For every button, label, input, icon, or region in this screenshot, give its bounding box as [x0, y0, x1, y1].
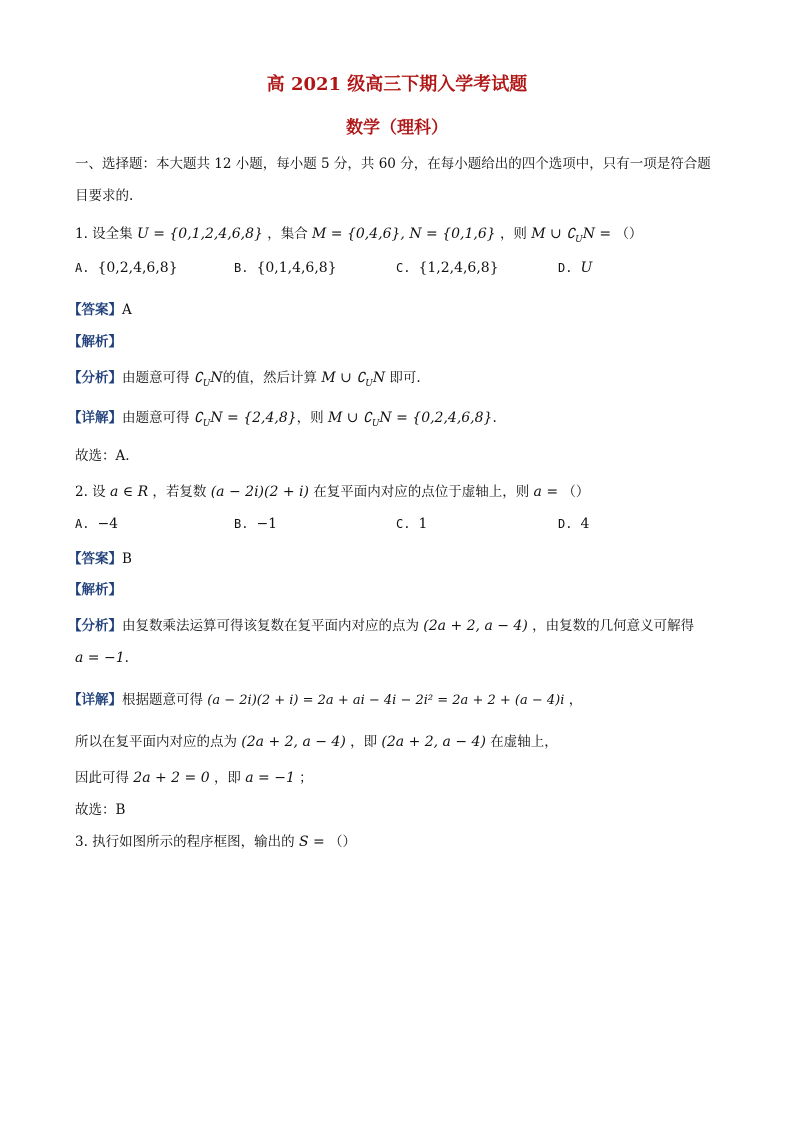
q2-fenxi-tag: 【分析】	[68, 618, 122, 634]
q1-fenxi-math2-b: N	[372, 370, 386, 386]
q2-l3-text-b: ，即	[213, 770, 241, 786]
q1-option-b-label: B.	[234, 261, 249, 275]
q2-analysis-heading	[68, 578, 122, 598]
q2-l3-text-c: ；	[299, 770, 313, 786]
q2-option-a-label: A.	[75, 517, 90, 531]
q2-answer-tag: 【答案】	[68, 551, 122, 567]
q1-xj-math1	[193, 410, 297, 429]
q2-xiangjie-tag: 【详解】	[68, 692, 122, 708]
q2-stem	[75, 480, 589, 500]
q2-option-c-text: 1	[418, 516, 428, 532]
q1-xj-text-a: 由题意可得	[122, 410, 190, 426]
q1-fenxi-text-a: 由题意可得	[122, 370, 190, 386]
exam-title: 高 2021 级高三下期入学考试题	[266, 74, 528, 95]
section-intro-line2: 目要求的.	[75, 188, 134, 204]
q1-xj-math1-b: N = {2,4,8}	[210, 410, 297, 426]
q1-option-a	[75, 260, 178, 276]
q1-ask-expression	[531, 226, 612, 245]
q2-xj-math: (a − 2i)(2 + i) = 2a + ai − 4i − 2i² = 2a + 2 + (a − 4)i	[207, 693, 565, 708]
q1-sets-mn: M = {0,4,6}, N = {0,1,6}	[312, 226, 496, 242]
q1-fenxi-math1-a: ∁	[193, 370, 203, 386]
q2-fenxi-text-b: ，由复数的几何意义可解得	[532, 618, 695, 634]
q1-option-d-label: D.	[558, 261, 573, 275]
q2-fenxi-text-a: 由复数乘法运算可得该复数在复平面内对应的点为	[122, 618, 419, 634]
q2-option-b-text: −1	[256, 516, 278, 532]
q1-stem	[75, 222, 642, 245]
q2-option-a-text: −4	[97, 516, 119, 532]
q1-fenxi-math2-a: M ∪ ∁	[321, 370, 366, 386]
q2-choose: 故选：B	[75, 802, 126, 818]
q2-stem-text-a: 2. 设	[75, 484, 106, 500]
q1-answer-value: A	[122, 302, 132, 318]
q1-stem-text-d: （）	[615, 226, 643, 242]
q2-fenxi-line2	[75, 650, 129, 666]
q2-l2-text-a: 所以在复平面内对应的点为	[75, 734, 237, 750]
q2-math-ask: a =	[533, 484, 559, 500]
q1-fenxi	[68, 366, 421, 389]
q3-stem-text-b: （）	[329, 834, 357, 850]
q2-l2-text-c: 在虚轴上，	[490, 734, 558, 750]
q1-xj-math1-a: ∁	[193, 410, 203, 426]
q1-answer	[68, 298, 132, 318]
q1-fenxi-math1-b: N	[210, 370, 223, 386]
q1-xj-text-c: .	[492, 410, 497, 426]
q1-option-c-label: C.	[396, 261, 411, 275]
q2-xj-text-a: 根据题意可得	[122, 692, 203, 708]
q1-xj-math1-sub: U	[202, 418, 211, 429]
q2-option-b	[234, 516, 277, 532]
q1-xj-math2-sub: U	[371, 418, 380, 429]
q2-l3-text-a: 因此可得	[75, 770, 129, 786]
q1-analysis-tag: 【解析】	[68, 334, 122, 350]
q1-xj-text-b: ，则	[296, 410, 324, 426]
q1-ask-sub: U	[575, 234, 583, 245]
q1-xj-math2-b: N = {0,2,4,6,8}	[379, 410, 493, 426]
q1-option-a-label: A.	[75, 261, 90, 275]
q2-math-z: (a − 2i)(2 + i)	[210, 484, 309, 500]
q1-fenxi-math2-sub: U	[365, 378, 373, 389]
q2-option-d	[558, 516, 589, 532]
q1-ask-part1: M ∪ ∁	[531, 226, 576, 242]
section-intro-line1: 一、选择题：本大题共 12 小题，每小题 5 分，共 60 分，在每小题给出的四个选项中，只有一项是符合题	[75, 156, 711, 172]
q2-option-a	[75, 516, 118, 532]
q3-stem	[75, 830, 356, 850]
q2-option-b-label: B.	[234, 517, 249, 531]
q2-option-d-label: D.	[558, 517, 573, 531]
q1-fenxi-math2	[321, 370, 386, 389]
q1-fenxi-math1-sub: U	[202, 378, 211, 389]
q2-answer	[68, 547, 132, 567]
q1-xiangjie-tag: 【详解】	[68, 410, 122, 426]
q2-xiangjie	[68, 688, 582, 708]
q2-l3-math2: a = −1	[245, 770, 295, 786]
q1-choose: 故选：A.	[75, 448, 130, 464]
q1-option-c	[396, 260, 499, 276]
q2-option-d-text: 4	[580, 516, 590, 532]
q2-l2-text-b: ，即	[350, 734, 378, 750]
q2-analysis-tag: 【解析】	[68, 582, 122, 598]
q1-ask-part2: N =	[582, 226, 612, 242]
q2-line-point	[75, 730, 558, 750]
q1-xj-math2	[327, 410, 493, 429]
q1-analysis-heading	[68, 330, 122, 350]
q1-option-d	[558, 260, 592, 276]
q2-option-c-label: C.	[396, 517, 411, 531]
q1-xj-math2-a: M ∪ ∁	[327, 410, 372, 426]
q1-option-a-text: {0,2,4,6,8}	[97, 260, 178, 276]
q1-answer-tag: 【答案】	[68, 302, 122, 318]
q2-stem-text-b: ，若复数	[152, 484, 207, 500]
q2-line-result	[75, 766, 313, 786]
q3-stem-text-a: 3. 执行如图所示的程序框图，输出的	[75, 834, 295, 850]
q1-option-b-text: {0,1,4,6,8}	[256, 260, 337, 276]
q1-fenxi-math1	[193, 370, 223, 389]
q1-option-c-text: {1,2,4,6,8}	[418, 260, 499, 276]
q2-option-c	[396, 516, 427, 532]
q1-stem-text-a: 1. 设全集	[75, 226, 133, 242]
q1-fenxi-text-c: 即可.	[389, 370, 421, 386]
q2-fenxi-result: a = −1	[75, 650, 125, 666]
q2-fenxi-math: (2a + 2, a − 4)	[423, 618, 528, 634]
q2-fenxi-end: .	[124, 650, 129, 666]
q1-option-b	[234, 260, 337, 276]
exam-subtitle: 数学（理科）	[346, 118, 448, 138]
q2-fenxi	[68, 614, 694, 634]
q1-xiangjie	[68, 406, 497, 429]
q1-stem-text-b: ，集合	[267, 226, 308, 242]
q2-math-a: a ∈ R	[109, 484, 149, 500]
q2-l2-math1: (2a + 2, a − 4)	[241, 734, 346, 750]
q1-universal-set: U = {0,1,2,4,6,8}	[136, 226, 263, 242]
q2-l2-math2: (2a + 2, a − 4)	[381, 734, 486, 750]
q2-stem-text-c: 在复平面内对应的点位于虚轴上，则	[313, 484, 530, 500]
q2-l3-math1: 2a + 2 = 0	[133, 770, 210, 786]
q2-xj-text-b: ，	[568, 692, 583, 708]
q3-math-s: S =	[298, 834, 325, 850]
q1-fenxi-text-b: 的值，然后计算	[222, 370, 318, 386]
q1-option-d-text: U	[580, 260, 593, 276]
q1-stem-text-c: ，则	[499, 226, 527, 242]
q1-fenxi-tag: 【分析】	[68, 370, 122, 386]
q2-answer-value: B	[122, 551, 132, 567]
q2-stem-text-d: （）	[562, 484, 590, 500]
